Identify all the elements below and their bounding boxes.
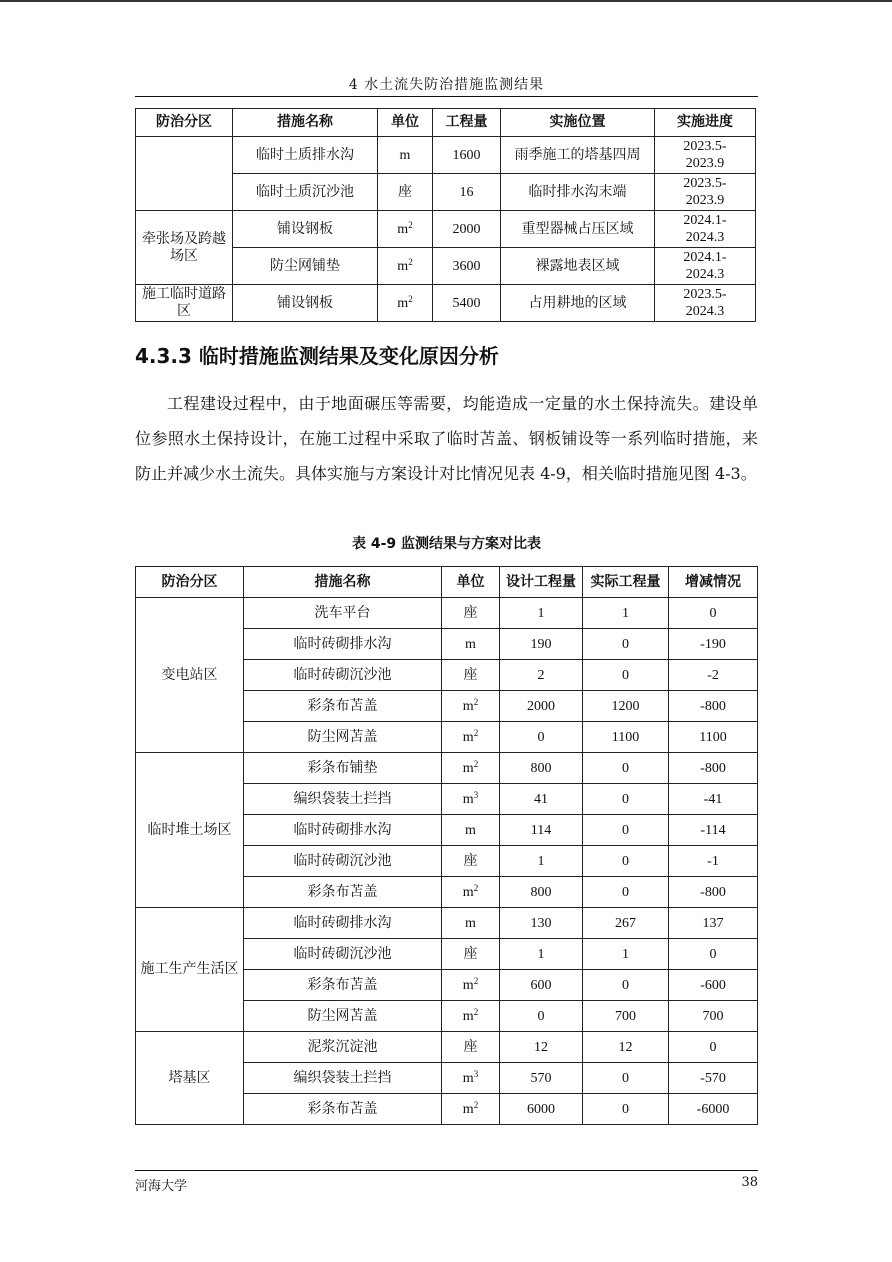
design-quantity: 6000	[500, 1094, 583, 1125]
unit-cell: 座	[442, 939, 500, 970]
measure-name: 临时砖砌排水沟	[244, 629, 442, 660]
actual-quantity: 1100	[583, 722, 669, 753]
location-cell: 雨季施工的塔基四周	[501, 137, 655, 174]
table-header-row	[136, 567, 758, 598]
change-value: -6000	[669, 1094, 758, 1125]
design-quantity: 1	[500, 939, 583, 970]
column-header: 增减情况	[669, 567, 758, 598]
unit-cell: $m^2$	[378, 211, 433, 248]
progress-cell: 2023.5- 2023.9	[655, 174, 756, 211]
measure-name: 临时砖砌沉沙池	[244, 660, 442, 691]
measure-name: 防尘网苫盖	[244, 722, 442, 753]
measure-name: 编织袋装土拦挡	[244, 784, 442, 815]
table-row	[136, 285, 756, 322]
change-value: 137	[669, 908, 758, 939]
actual-quantity: 0	[583, 1094, 669, 1125]
change-value: -1	[669, 846, 758, 877]
measure-name: 彩条布铺垫	[244, 753, 442, 784]
measure-name: 彩条布苫盖	[244, 1094, 442, 1125]
zone-cell: 变电站区	[136, 598, 244, 753]
actual-quantity: 267	[583, 908, 669, 939]
change-value: 700	[669, 1001, 758, 1032]
unit-cell: 座	[442, 1032, 500, 1063]
measure-name: 铺设钢板	[233, 211, 378, 248]
footer-institution: 河海大学	[135, 1179, 188, 1194]
unit-cell: $m^2$	[378, 285, 433, 322]
progress-cell: 2024.1- 2024.3	[655, 248, 756, 285]
column-header: 防治分区	[136, 567, 244, 598]
unit-cell: m	[442, 815, 500, 846]
zone-cell	[136, 137, 233, 211]
actual-quantity: 700	[583, 1001, 669, 1032]
unit-cell: m	[442, 908, 500, 939]
design-quantity: 800	[500, 753, 583, 784]
zone-cell: 牵张场及跨越场区	[136, 211, 233, 285]
measure-name: 防尘网苫盖	[244, 1001, 442, 1032]
column-header: 实施进度	[655, 109, 756, 137]
column-header: 实施位置	[501, 109, 655, 137]
design-quantity: 0	[500, 1001, 583, 1032]
comparison-table-body	[136, 598, 758, 1125]
change-value: 0	[669, 1032, 758, 1063]
change-value: -800	[669, 877, 758, 908]
unit-cell: 座	[442, 846, 500, 877]
location-cell: 占用耕地的区域	[501, 285, 655, 322]
unit-cell: $m^3$	[442, 784, 500, 815]
actual-quantity: 0	[583, 629, 669, 660]
zone-cell: 临时堆土场区	[136, 753, 244, 908]
design-quantity: 600	[500, 970, 583, 1001]
actual-quantity: 0	[583, 970, 669, 1001]
progress-cell: 2023.5- 2023.9	[655, 137, 756, 174]
zone-cell: 塔基区	[136, 1032, 244, 1125]
design-quantity: 1	[500, 598, 583, 629]
measure-name: 防尘网铺垫	[233, 248, 378, 285]
design-quantity: 41	[500, 784, 583, 815]
measure-name: 临时砖砌沉沙池	[244, 939, 442, 970]
change-value: -114	[669, 815, 758, 846]
table-row	[136, 211, 756, 248]
unit-cell: m	[442, 629, 500, 660]
design-quantity: 570	[500, 1063, 583, 1094]
measure-name: 临时砖砌排水沟	[244, 908, 442, 939]
quantity-cell: 5400	[433, 285, 501, 322]
unit-cell: 座	[378, 174, 433, 211]
actual-quantity: 0	[583, 877, 669, 908]
quantity-cell: 3600	[433, 248, 501, 285]
measure-name: 彩条布苫盖	[244, 970, 442, 1001]
unit-cell: m	[378, 137, 433, 174]
actual-quantity: 1200	[583, 691, 669, 722]
progress-cell: 2023.5- 2024.3	[655, 285, 756, 322]
unit-cell: $m^2$	[442, 970, 500, 1001]
measure-name: 泥浆沉淀池	[244, 1032, 442, 1063]
unit-cell: $m^2$	[442, 753, 500, 784]
zone-cell: 施工生产生活区	[136, 908, 244, 1032]
design-quantity: 0	[500, 722, 583, 753]
change-value: -190	[669, 629, 758, 660]
measure-name: 临时土质排水沟	[233, 137, 378, 174]
column-header: 工程量	[433, 109, 501, 137]
measure-name: 铺设钢板	[233, 285, 378, 322]
page-number: 38	[741, 1175, 758, 1190]
table-caption: 表 4-9 监测结果与方案对比表	[351, 536, 542, 552]
unit-cell: $m^2$	[442, 1001, 500, 1032]
design-quantity: 190	[500, 629, 583, 660]
design-quantity: 2	[500, 660, 583, 691]
measure-name: 洗车平台	[244, 598, 442, 629]
unit-cell: 座	[442, 598, 500, 629]
unit-cell: $m^2$	[442, 877, 500, 908]
header-rule	[135, 96, 758, 97]
change-value: -600	[669, 970, 758, 1001]
design-quantity: 1	[500, 846, 583, 877]
measure-name: 临时砖砌排水沟	[244, 815, 442, 846]
progress-cell: 2024.1- 2024.3	[655, 211, 756, 248]
change-value: -570	[669, 1063, 758, 1094]
column-header: 措施名称	[244, 567, 442, 598]
table-row	[136, 598, 758, 629]
unit-cell: $m^2$	[378, 248, 433, 285]
column-header: 单位	[442, 567, 500, 598]
quantity-cell: 1600	[433, 137, 501, 174]
measure-name: 临时砖砌沉沙池	[244, 846, 442, 877]
change-value: 0	[669, 939, 758, 970]
table-row	[136, 1032, 758, 1063]
unit-cell: $m^3$	[442, 1063, 500, 1094]
design-quantity: 130	[500, 908, 583, 939]
column-header: 措施名称	[233, 109, 378, 137]
unit-cell: $m^2$	[442, 722, 500, 753]
change-value: -2	[669, 660, 758, 691]
zone-cell: 施工临时道路区	[136, 285, 233, 322]
unit-cell: $m^2$	[442, 1094, 500, 1125]
column-header: 防治分区	[136, 109, 233, 137]
actual-quantity: 0	[583, 784, 669, 815]
measure-name: 彩条布苫盖	[244, 877, 442, 908]
actual-quantity: 1	[583, 939, 669, 970]
actual-quantity: 0	[583, 660, 669, 691]
column-header: 实际工程量	[583, 567, 669, 598]
design-quantity: 12	[500, 1032, 583, 1063]
measures-table-continued	[135, 108, 756, 322]
actual-quantity: 0	[583, 846, 669, 877]
column-header: 设计工程量	[500, 567, 583, 598]
design-quantity: 2000	[500, 691, 583, 722]
table-row	[136, 908, 758, 939]
design-quantity: 114	[500, 815, 583, 846]
change-value: -800	[669, 753, 758, 784]
change-value: 1100	[669, 722, 758, 753]
location-cell: 临时排水沟末端	[501, 174, 655, 211]
table-row	[136, 137, 756, 174]
quantity-cell: 16	[433, 174, 501, 211]
change-value: -41	[669, 784, 758, 815]
running-header: 4 水土流失防治措施监测结果	[348, 77, 545, 93]
measure-name: 编织袋装土拦挡	[244, 1063, 442, 1094]
actual-quantity: 0	[583, 1063, 669, 1094]
change-value: 0	[669, 598, 758, 629]
comparison-table	[135, 566, 758, 1125]
actual-quantity: 12	[583, 1032, 669, 1063]
measure-name: 彩条布苫盖	[244, 691, 442, 722]
section-heading: 4.3.3 临时措施监测结果及变化原因分析	[135, 344, 499, 368]
footer-rule	[135, 1170, 758, 1171]
actual-quantity: 0	[583, 753, 669, 784]
actual-quantity: 1	[583, 598, 669, 629]
quantity-cell: 2000	[433, 211, 501, 248]
column-header: 单位	[378, 109, 433, 137]
measure-name: 临时土质沉沙池	[233, 174, 378, 211]
paragraph-text: 工程建设过程中，由于地面碾压等需要，均能造成一定量的水土保持流失。建设单位参照水土保持设计，在施工过程中采取了临时苫盖、钢板铺设等一系列临时措施，来防止并减少水土流失。具体实施与方案设计对比情况见表 4-9，相关临时措施见图 4-3。	[135, 394, 758, 483]
table-row	[136, 753, 758, 784]
location-cell: 重型器械占压区域	[501, 211, 655, 248]
location-cell: 裸露地表区域	[501, 248, 655, 285]
change-value: -800	[669, 691, 758, 722]
unit-cell: 座	[442, 660, 500, 691]
unit-cell: $m^2$	[442, 691, 500, 722]
top-border	[0, 0, 892, 2]
design-quantity: 800	[500, 877, 583, 908]
body-paragraph	[135, 386, 758, 491]
actual-quantity: 0	[583, 815, 669, 846]
table-header-row	[136, 109, 756, 137]
